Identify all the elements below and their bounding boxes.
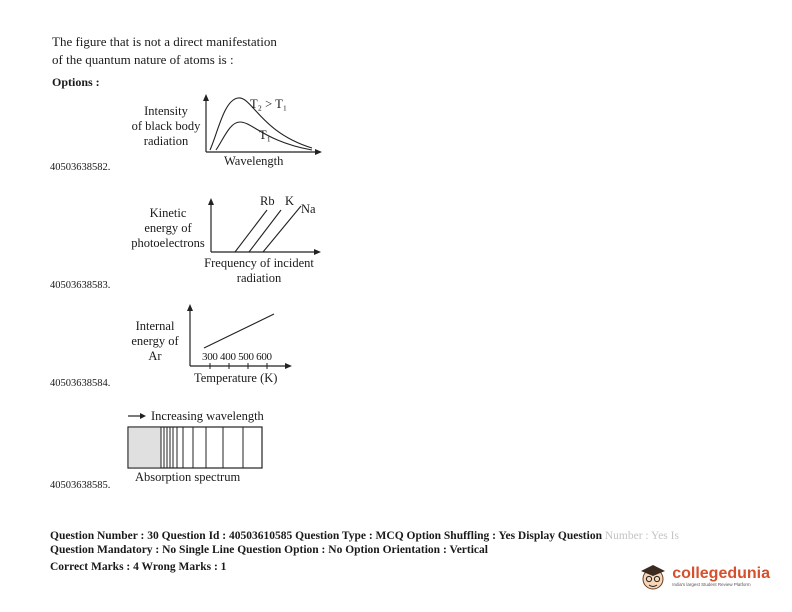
opt1-y-label-2: of black body xyxy=(131,119,201,133)
question-meta-line-1-faded: Number : Yes Is xyxy=(604,530,679,542)
option-id-3[interactable]: 40503638584. xyxy=(50,378,111,389)
opt2-x-label-2: radiation xyxy=(236,271,282,285)
question-meta-line-3: Correct Marks : 4 Wrong Marks : 1 xyxy=(50,561,227,573)
opt3-tick-labels: 300 400 500 600 xyxy=(202,351,272,363)
question-meta-line-1-bold: Question Number : 30 Question Id : 40503610585 Question Type : MCQ Option Shuffling : Yes Display Question xyxy=(50,530,602,542)
opt3-y-label-2: energy of xyxy=(131,334,179,348)
collegedunia-watermark xyxy=(638,562,770,592)
opt3-y-label xyxy=(124,319,186,364)
opt3-y-label-3: Ar xyxy=(148,349,162,363)
graduate-mascot-icon xyxy=(638,562,668,592)
opt2-y-label-2: energy of xyxy=(144,221,192,235)
opt1-curve-high-label: T₂ > T₁ xyxy=(250,97,288,111)
opt3-x-label: Temperature (K) xyxy=(194,371,278,385)
options-heading: Options : xyxy=(52,75,100,89)
opt1-curve-low-label: T₁ xyxy=(259,128,271,142)
opt2-line-label-na: Na xyxy=(301,202,316,216)
opt4-arrow-label: Increasing wavelength xyxy=(151,409,264,423)
opt3-graph xyxy=(184,302,298,374)
question-meta-line-2: Question Mandatory : No Single Line Question Option : No Option Orientation : Vertical xyxy=(50,544,488,556)
opt4-caption: Absorption spectrum xyxy=(135,470,241,484)
question-line-1: The figure that is not a direct manifestation xyxy=(52,34,277,49)
opt2-x-label xyxy=(194,256,324,286)
opt1-y-label-3: radiation xyxy=(143,134,189,148)
brand-name: collegedunia xyxy=(672,565,770,582)
option-id-2[interactable]: 40503638583. xyxy=(50,280,111,291)
arrow-right-icon xyxy=(128,411,148,421)
question-meta-line-1 xyxy=(50,529,679,543)
opt2-y-label-1: Kinetic xyxy=(149,206,187,220)
brand-tagline: India's largest Student Review Platform xyxy=(672,582,751,587)
opt1-y-label xyxy=(120,104,212,149)
opt1-x-label: Wavelength xyxy=(224,154,284,168)
option-id-4[interactable]: 40503638585. xyxy=(50,480,111,491)
opt2-line-label-rb: Rb xyxy=(260,194,275,208)
opt2-y-label-3: photoelectrons xyxy=(131,236,205,250)
opt4-absorption-spectrum xyxy=(127,426,265,470)
option-id-1[interactable]: 40503638582. xyxy=(50,162,111,173)
opt2-line-label-k: K xyxy=(285,194,295,208)
opt3-y-label-1: Internal xyxy=(135,319,175,333)
opt2-y-label xyxy=(120,206,216,251)
opt1-y-label-1: Intensity xyxy=(144,104,188,118)
opt2-x-label-1: Frequency of incident xyxy=(204,256,314,270)
question-line-2: of the quantum nature of atoms is : xyxy=(52,52,234,67)
